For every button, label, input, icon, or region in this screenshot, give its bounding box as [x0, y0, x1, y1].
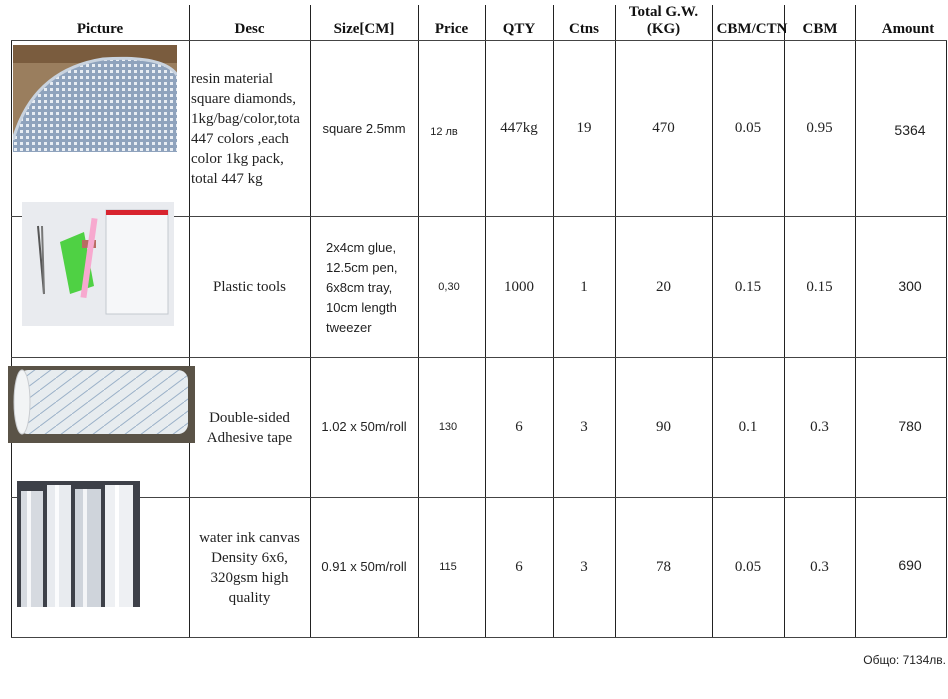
row3-amount: 780: [898, 418, 922, 434]
desc-line: 1kg/bag/color,tota: [191, 111, 300, 127]
row3-ctns: 3: [580, 418, 588, 435]
row2-price: 0,30: [438, 281, 460, 293]
header-cbm: CBM: [802, 20, 838, 37]
desc-line: resin material: [191, 71, 274, 87]
row4-qty: 6: [515, 558, 523, 575]
size-line: tweezer: [326, 320, 372, 335]
row1-ctns: 19: [576, 119, 592, 136]
row1-cbm: 0.95: [806, 119, 833, 136]
row3-qty: 6: [515, 418, 523, 435]
row1-price: 12 лв: [430, 126, 458, 138]
row2-size: [310, 223, 434, 353]
desc-line: quality: [228, 589, 271, 606]
row4-size: [310, 547, 418, 587]
desc-line: color 1kg pack,: [191, 151, 284, 167]
row-divider: [11, 497, 947, 498]
desc-line: Double-sided: [209, 409, 290, 426]
row2-qty: 1000: [504, 278, 534, 295]
row1-qty: 447kg: [500, 119, 538, 136]
total-amount: Общо: 7134лв.: [863, 653, 946, 667]
row3-price: 130: [438, 421, 458, 433]
canvas-rolls-photo: [17, 481, 140, 607]
row-divider: [11, 637, 947, 638]
row1-gw: 470: [652, 119, 675, 136]
row3-size: [310, 407, 418, 447]
row4-cbm: 0.3: [810, 558, 829, 575]
col-divider: [712, 5, 713, 638]
header-qty: QTY: [502, 20, 536, 37]
desc-line: 320gsm high: [210, 569, 289, 586]
size-line: square 2.5mm: [322, 121, 406, 136]
col-divider: [553, 5, 554, 638]
header-size: Size[CM]: [333, 20, 395, 37]
row4-amount: 690: [898, 557, 922, 573]
size-line: 12.5cm pen,: [326, 260, 398, 275]
col-divider: [11, 40, 12, 638]
header-amount: Amount: [881, 20, 935, 37]
row3-desc: [189, 358, 310, 497]
desc-line: square diamonds,: [191, 91, 296, 107]
row3-cbm: 0.3: [810, 418, 829, 435]
col-divider: [615, 5, 616, 638]
row-divider: [11, 357, 947, 358]
row2-ctns: 1: [580, 278, 588, 295]
col-divider: [855, 5, 856, 638]
desc-line: Plastic tools: [213, 279, 286, 295]
row4-desc: [189, 498, 310, 637]
desc-line: Density 6x6,: [211, 549, 288, 566]
desc-line: water ink canvas: [199, 529, 300, 546]
resin-diamonds-photo: [13, 45, 177, 152]
header-cbm-ctn: CBM/CTN: [716, 20, 788, 37]
row2-cbm-ctn: 0.15: [734, 278, 762, 295]
size-line: 0.91 x 50m/roll: [321, 559, 407, 574]
size-line: 10cm length: [326, 300, 397, 315]
row1-size: [310, 42, 418, 216]
row4-gw: 78: [656, 558, 671, 575]
row2-gw: 20: [656, 278, 671, 295]
row1-amount: 5364: [894, 122, 926, 138]
row2-amount: 300: [898, 278, 922, 294]
col-divider: [485, 5, 486, 638]
desc-line: total 447 kg: [191, 171, 263, 187]
desc-line: 447 colors ,each: [191, 131, 289, 147]
col-divider: [946, 40, 947, 638]
size-line: 2x4cm glue,: [326, 240, 397, 255]
header-total-gw: [615, 0, 712, 42]
desc-line: Adhesive tape: [206, 429, 293, 446]
row2-cbm: 0.15: [806, 278, 833, 295]
row4-price: 115: [439, 561, 457, 573]
col-divider: [784, 5, 785, 638]
row3-gw: 90: [656, 418, 671, 435]
header-picture: Picture: [76, 20, 124, 37]
row4-cbm-ctn: 0.05: [734, 558, 762, 575]
row1-desc: [191, 42, 310, 216]
header-price: Price: [434, 20, 469, 37]
size-line: 1.02 x 50m/roll: [321, 419, 407, 434]
header-gw-line1: Total G.W.: [628, 4, 699, 20]
plastic-tools-photo: [22, 202, 174, 326]
row1-cbm-ctn: 0.05: [734, 119, 762, 136]
size-line: 6x8cm tray,: [326, 280, 393, 295]
header-ctns: Ctns: [568, 20, 599, 37]
header-gw-line2: (KG): [646, 21, 681, 37]
row3-cbm-ctn: 0.1: [738, 418, 758, 435]
row4-ctns: 3: [580, 558, 588, 575]
adhesive-tape-photo: [8, 366, 195, 443]
row2-desc: [189, 217, 310, 357]
header-desc: Desc: [234, 20, 265, 37]
